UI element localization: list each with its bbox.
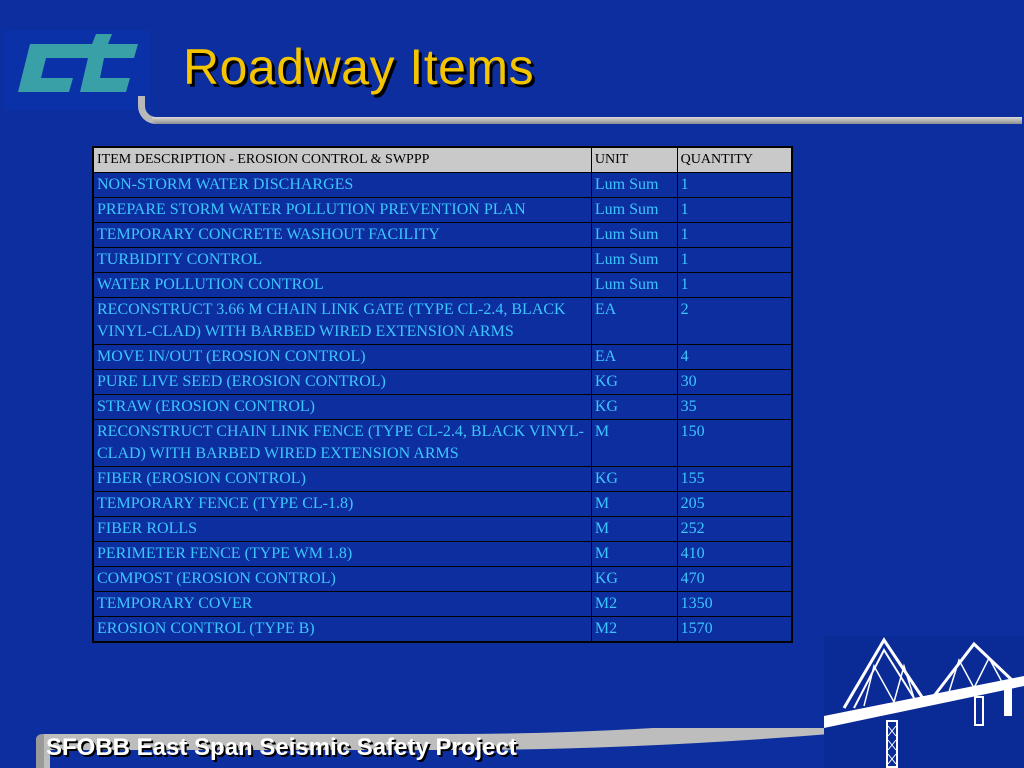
item-quantity: 1 xyxy=(677,248,792,273)
item-quantity: 1570 xyxy=(677,617,792,643)
item-unit: EA xyxy=(591,298,677,345)
table-row xyxy=(93,345,792,370)
item-unit: EA xyxy=(591,345,677,370)
table-row xyxy=(93,223,792,248)
item-unit: KG xyxy=(591,467,677,492)
item-quantity: 1350 xyxy=(677,592,792,617)
item-quantity: 155 xyxy=(677,467,792,492)
table-row xyxy=(93,420,792,467)
footer-project-title: SFOBB East Span Seismic Safety Project xyxy=(46,734,517,761)
table-row xyxy=(93,567,792,592)
item-unit: M xyxy=(591,542,677,567)
table-row xyxy=(93,298,792,345)
title-rule xyxy=(152,117,1022,124)
item-quantity: 252 xyxy=(677,517,792,542)
item-unit: KG xyxy=(591,567,677,592)
item-description: RECONSTRUCT 3.66 M CHAIN LINK GATE (TYPE CL-2.4, BLACK VINYL-CLAD) WITH BARBED WIRED EXTENSION ARMS xyxy=(93,298,591,345)
table-row xyxy=(93,273,792,298)
page-title: Roadway Items xyxy=(183,39,535,95)
item-quantity: 150 xyxy=(677,420,792,467)
item-description: TEMPORARY CONCRETE WASHOUT FACILITY xyxy=(93,223,591,248)
item-description: TEMPORARY COVER xyxy=(93,592,591,617)
item-quantity: 1 xyxy=(677,223,792,248)
item-unit: M2 xyxy=(591,592,677,617)
table-row xyxy=(93,198,792,223)
table-row xyxy=(93,517,792,542)
item-unit: M xyxy=(591,420,677,467)
item-quantity: 2 xyxy=(677,298,792,345)
item-quantity: 410 xyxy=(677,542,792,567)
item-unit: Lum Sum xyxy=(591,223,677,248)
caltrans-logo xyxy=(4,30,150,110)
items-table xyxy=(92,146,793,643)
header-unit: UNIT xyxy=(591,147,677,173)
item-unit: Lum Sum xyxy=(591,198,677,223)
item-quantity: 470 xyxy=(677,567,792,592)
item-quantity: 1 xyxy=(677,198,792,223)
item-description: MOVE IN/OUT (EROSION CONTROL) xyxy=(93,345,591,370)
item-unit: Lum Sum xyxy=(591,248,677,273)
item-unit: M xyxy=(591,492,677,517)
item-quantity: 30 xyxy=(677,370,792,395)
table-row xyxy=(93,467,792,492)
item-unit: KG xyxy=(591,395,677,420)
item-description: TEMPORARY FENCE (TYPE CL-1.8) xyxy=(93,492,591,517)
item-description: PREPARE STORM WATER POLLUTION PREVENTION PLAN xyxy=(93,198,591,223)
table-row xyxy=(93,617,792,643)
item-quantity: 4 xyxy=(677,345,792,370)
item-unit: Lum Sum xyxy=(591,173,677,198)
item-unit: M xyxy=(591,517,677,542)
item-description: FIBER ROLLS xyxy=(93,517,591,542)
bridge-illustration xyxy=(824,636,1024,768)
item-quantity: 1 xyxy=(677,273,792,298)
item-quantity: 35 xyxy=(677,395,792,420)
item-description: EROSION CONTROL (TYPE B) xyxy=(93,617,591,643)
item-description: FIBER (EROSION CONTROL) xyxy=(93,467,591,492)
header-description: ITEM DESCRIPTION - EROSION CONTROL & SWPPP xyxy=(93,147,591,173)
item-description: RECONSTRUCT CHAIN LINK FENCE (TYPE CL-2.4, BLACK VINYL-CLAD) WITH BARBED WIRED EXTENSION ARMS xyxy=(93,420,591,467)
table-header-row xyxy=(93,147,792,173)
item-quantity: 205 xyxy=(677,492,792,517)
item-unit: M2 xyxy=(591,617,677,643)
table-row xyxy=(93,248,792,273)
item-description: STRAW (EROSION CONTROL) xyxy=(93,395,591,420)
table-row xyxy=(93,492,792,517)
item-description: COMPOST (EROSION CONTROL) xyxy=(93,567,591,592)
table-row xyxy=(93,592,792,617)
item-description: PURE LIVE SEED (EROSION CONTROL) xyxy=(93,370,591,395)
table-row xyxy=(93,173,792,198)
table-row xyxy=(93,395,792,420)
table-row xyxy=(93,370,792,395)
item-unit: Lum Sum xyxy=(591,273,677,298)
header-quantity: QUANTITY xyxy=(677,147,792,173)
item-unit: KG xyxy=(591,370,677,395)
item-description: NON-STORM WATER DISCHARGES xyxy=(93,173,591,198)
item-description: WATER POLLUTION CONTROL xyxy=(93,273,591,298)
item-quantity: 1 xyxy=(677,173,792,198)
item-description: TURBIDITY CONTROL xyxy=(93,248,591,273)
item-description: PERIMETER FENCE (TYPE WM 1.8) xyxy=(93,542,591,567)
table-row xyxy=(93,542,792,567)
